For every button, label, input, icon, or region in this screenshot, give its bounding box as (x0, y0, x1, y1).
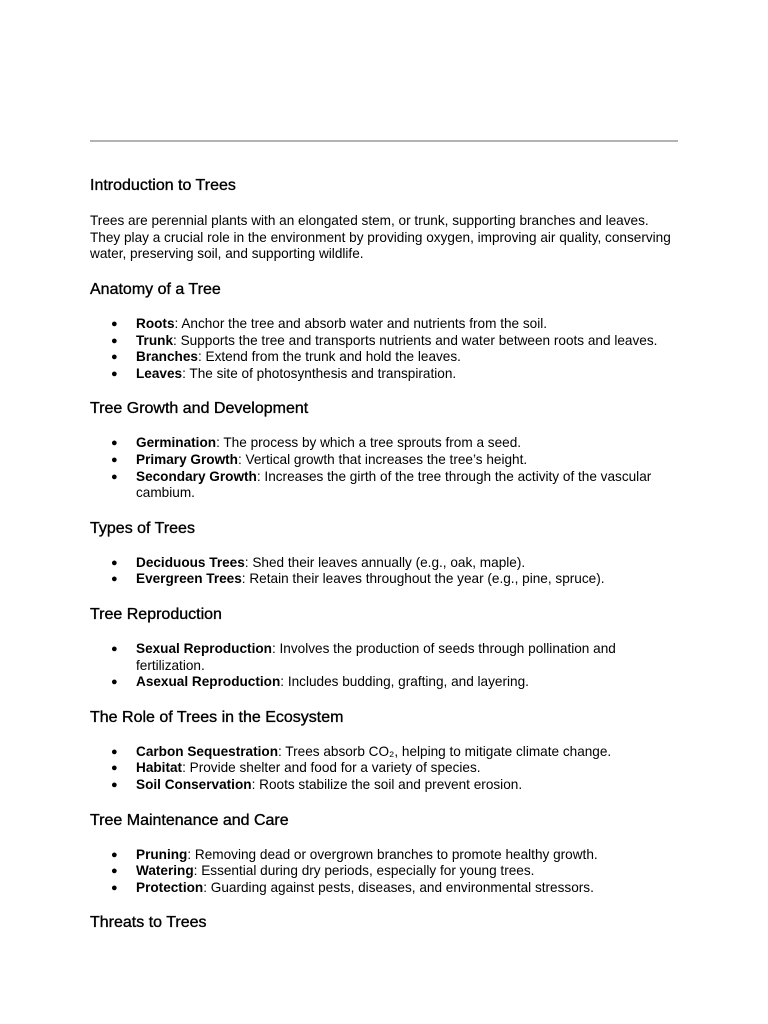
list-item (90, 435, 680, 452)
list-item-text: : Anchor the tree and absorb water and nutrients from the soil. (174, 316, 548, 332)
list-item-text: : Roots stabilize the soil and prevent erosion. (251, 777, 523, 793)
list-item (90, 349, 680, 366)
list-item-text: : The site of photosynthesis and transpiration. (182, 365, 457, 381)
list-item-term: Pruning (136, 846, 188, 862)
section-heading: Tree Growth and Development (90, 400, 309, 418)
list-item-term: Habitat (136, 760, 183, 776)
list-item-term: Asexual Reproduction (136, 674, 281, 690)
list-item-text: : Supports the tree and transports nutrients and water between roots and leaves. (173, 332, 658, 348)
list-item-term: Secondary Growth (136, 468, 257, 484)
list-item-text: : Retain their leaves throughout the year (e.g., pine, spruce). (241, 571, 605, 587)
list-item-text: : Provide shelter and food for a variety of species. (182, 760, 481, 776)
section (90, 708, 680, 794)
list-item (90, 880, 680, 897)
section-heading: Tree Maintenance and Care (90, 811, 289, 829)
bullet-icon: ● (111, 848, 118, 861)
list-item-term: Soil Conservation (136, 777, 252, 793)
list-item (90, 641, 680, 674)
bullet-icon: ● (111, 318, 118, 331)
list-item-text: : Involves the production of seeds through pollination and fertilization. (136, 641, 616, 673)
bullet-icon: ● (111, 865, 118, 878)
list-item-text: : Guarding against pests, diseases, and environmental stressors. (203, 879, 594, 895)
list-item-text: : Vertical growth that increases the tree’s height. (237, 452, 528, 468)
sections-container (90, 280, 680, 933)
bullet-icon: ● (111, 351, 118, 364)
bullet-list (90, 435, 680, 501)
list-item-term: Leaves (136, 365, 183, 381)
list-item-term: Watering (136, 863, 194, 879)
list-item-term: Carbon Sequestration (136, 743, 278, 759)
bullet-icon: ● (111, 779, 118, 792)
list-item-text: : Removing dead or overgrown branches to promote healthy growth. (187, 846, 598, 862)
bullet-icon: ● (111, 334, 118, 347)
bullet-list (90, 555, 680, 588)
section-heading: Tree Reproduction (90, 606, 222, 624)
list-item-text: : Increases the girth of the tree through the activity of the vascular cambium. (136, 468, 652, 501)
section (90, 280, 680, 382)
bullet-icon: ● (111, 470, 118, 483)
bullet-list (90, 744, 680, 794)
bullet-icon: ● (111, 367, 118, 380)
bullet-icon: ● (111, 762, 118, 775)
section (90, 399, 680, 501)
list-item-text: : Includes budding, grafting, and layering. (280, 674, 529, 690)
list-item (90, 555, 680, 572)
bullet-icon: ● (111, 573, 118, 586)
list-item-term: Sexual Reproduction (136, 641, 272, 657)
list-item-term: Primary Growth (136, 452, 238, 468)
horizontal-rule (90, 140, 678, 142)
section-introduction (90, 176, 680, 263)
bullet-icon: ● (111, 745, 118, 758)
bullet-icon: ● (111, 437, 118, 450)
section-heading: Anatomy of a Tree (90, 281, 221, 299)
bullet-list (90, 641, 680, 691)
list-item-term: Branches (136, 349, 198, 365)
bullet-list (90, 847, 680, 897)
list-item (90, 452, 680, 469)
list-item-term: Germination (136, 435, 217, 451)
list-item-text: : Trees absorb CO₂, helping to mitigate climate change. (278, 743, 612, 759)
section-heading: The Role of Trees in the Ecosystem (90, 708, 344, 726)
intro-paragraph: Trees are perennial plants with an elongated stem, or trunk, supporting branches and leaves. They play a crucial role in the environment by providing oxygen, improving air quality, conserving water, preserving soil, and supporting wildlife. (90, 213, 671, 262)
bullet-list (90, 316, 680, 382)
list-item-term: Protection (136, 879, 204, 895)
list-item (90, 744, 680, 761)
list-item (90, 760, 680, 777)
list-item (90, 316, 680, 333)
section (90, 811, 680, 897)
bullet-icon: ● (111, 643, 118, 656)
list-item (90, 863, 680, 880)
section (90, 913, 680, 933)
section-heading: Threats to Trees (90, 914, 207, 932)
document-body (90, 176, 680, 933)
list-item (90, 674, 680, 691)
list-item-term: Roots (136, 316, 175, 332)
bullet-icon: ● (111, 556, 118, 569)
bullet-icon: ● (111, 676, 118, 689)
section (90, 605, 680, 691)
list-item-text: : Essential during dry periods, especially for young trees. (193, 863, 535, 879)
list-item-term: Deciduous Trees (136, 554, 245, 570)
list-item (90, 333, 680, 350)
section (90, 519, 680, 588)
list-item (90, 469, 680, 502)
bullet-icon: ● (111, 454, 118, 467)
list-item-term: Trunk (136, 332, 174, 348)
list-item-term: Evergreen Trees (136, 571, 242, 587)
bullet-icon: ● (111, 881, 118, 894)
list-item-text: : Shed their leaves annually (e.g., oak, maple). (244, 554, 526, 570)
list-item (90, 777, 680, 794)
list-item-text: : Extend from the trunk and hold the leaves. (197, 349, 461, 365)
list-item (90, 571, 680, 588)
section-heading: Types of Trees (90, 519, 195, 537)
list-item (90, 366, 680, 383)
section-heading: Introduction to Trees (90, 177, 236, 194)
list-item-text: : The process by which a tree sprouts from a seed. (216, 435, 522, 451)
list-item (90, 847, 680, 864)
